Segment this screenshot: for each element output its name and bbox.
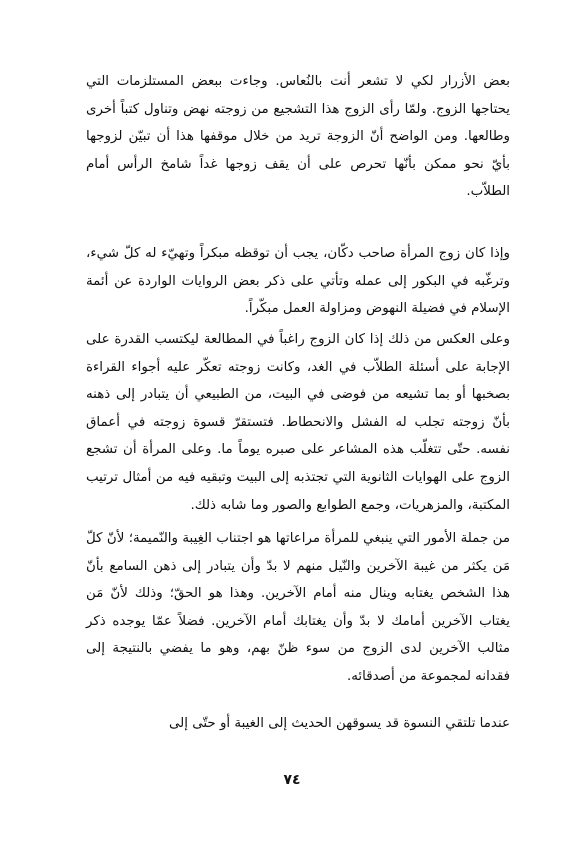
paragraph-3: [86, 326, 510, 519]
paragraph-1: [86, 68, 510, 206]
page-number: ٧٤: [283, 772, 301, 788]
paragraph-text: بعض الأزرار لكي لا تشعر أنت بالنُعاس. وجاءت ببعض المستلزمات التي يحتاجها الزوج. ولمّا رأى الزوج هذا التشجيع من زوجته نهض وتناول كتباً أخرى وطالعها. ومن الواضح أنّ الزوجة تريد من خلال موقفها هذا أن تبيّن لزوجها بأيّ نحو ممكن بأنّها تحرص على أن يقف زوجها غداً شامخ الرأس أمام الطلاّب.: [86, 74, 510, 200]
paragraph-5: [86, 710, 510, 738]
paragraph-text: عندما تلتقي النسوة قد يسوقهن الحديث إلى الغيبة أو حتّى إلى: [169, 716, 510, 731]
paragraph-4: [86, 525, 510, 691]
paragraph-2: [86, 240, 510, 323]
paragraph-text: من جملة الأمور التي ينبغي للمرأة مراعاتها هو اجتناب الغِيبة والنّميمة؛ لأنّ كلّ مَن يكثر من غيبة الآخرين والنّيل منهم لا بدّ وأن يتبادر إلى ذهن السامع بأنّ هذا الشخص يغتابه وينال منه أمام الآخرين. وهذا هو الحقّ؛ وذلك لأنّ مَن يغتاب الآخرين أمامك لا بدّ وأن يغتابك أمام الآخرين. فضلاً عمّا يوجده ذكر مثالب الآخرين لدى الزوج من سوء ظنّ بهم، وهو ما يفضي بالنتيجة إلى فقدانه لمجموعة من أصدقائه.: [86, 531, 510, 684]
paragraph-text: وعلى العكس من ذلك إذا كان الزوج راغباً في المطالعة ليكتسب القدرة على الإجابة على أسئلة الطلاّب في الغد، وكانت زوجته تعكّر عليه أجواء القراءة بصخبها أو بما تشيعه من فوضى في البيت، من الطبيعي أن يتبادر إلى ذهنه بأنّ زوجته تجلب له الفشل والانحطاط. فتستقرّ قسوة زوجته في أعماق نفسه. حتّى تتغلّب هذه المشاعر على صبره يوماً ما. وعلى المرأة أن تشجع الزوج على الهوايات الثانوية التي تجتذبه إلى البيت وتبقيه فيه من أمثال ترتيب المكتبة، والمزهريات، وجمع الطوابع والصور وما شابه ذلك.: [86, 332, 510, 513]
paragraph-text: وإذا كان زوج المرأة صاحب دكّان، يجب أن توقظه مبكراً وتهيّء له كلّ شيء، وترغّبه في البكور إلى عمله وتأتي على ذكر بعض الروايات الواردة عن أئمة الإسلام في فضيلة النهوض ومزاولة العمل مبكّراً.: [86, 246, 510, 317]
